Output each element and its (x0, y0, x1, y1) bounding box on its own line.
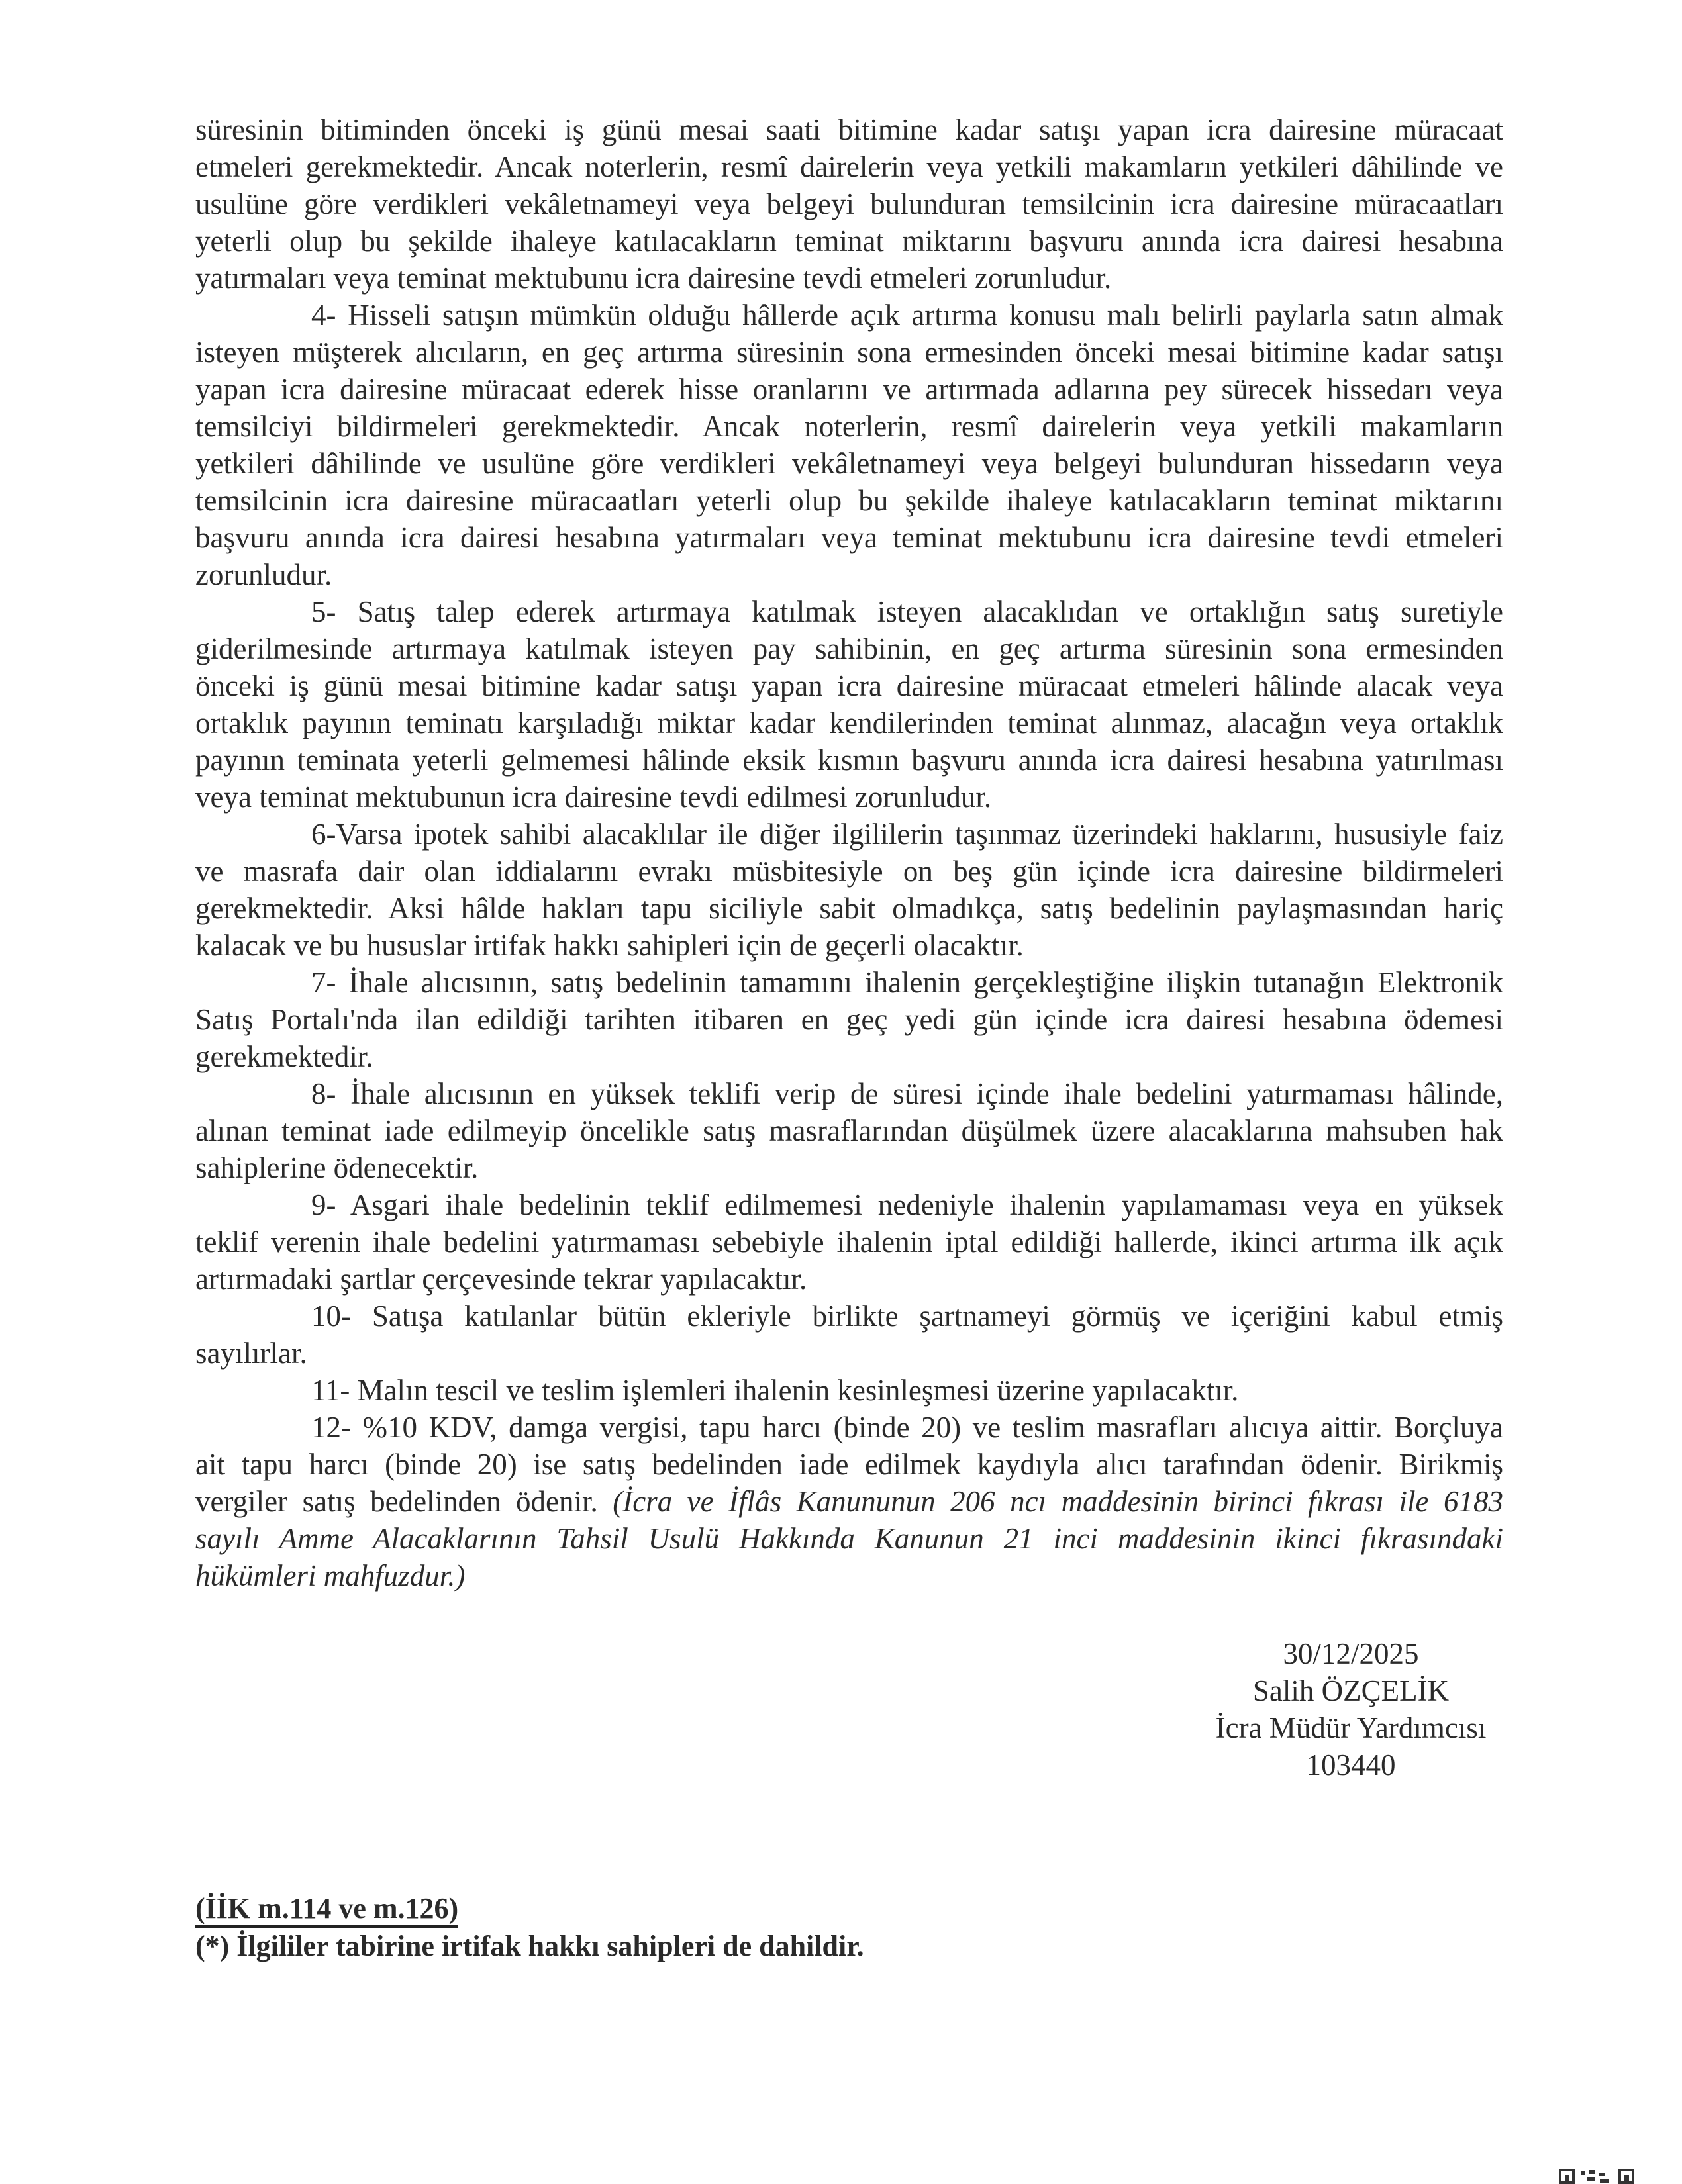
text-line: teklif verenin ihale bedelini yatırmaması sebebiyle ihalenin iptal edildiği hallerde, ikinci artırma ilk açık (195, 1225, 1503, 1258)
paragraph-4 (195, 297, 1503, 593)
law-reference: (İİK m.114 ve m.126) (195, 1892, 458, 1928)
text-line: veya teminat mektubunun icra dairesine tevdi edilmesi zorunludur. (195, 781, 992, 814)
text-line: gerekmektedir. Aksi hâlde hakları tapu siciliyle sabit olmadıkça, satış bedelinin paylaşmasından hariç (195, 892, 1503, 925)
text-line: gerekmektedir. (195, 1040, 373, 1073)
signatory-title: İcra Müdür Yardımcısı (1215, 1711, 1487, 1744)
text-line: temsilciyi bildirmeleri gerekmektedir. Ancak noterlerin, resmî dairelerin veya yetkili makamların (195, 410, 1503, 443)
legal-citation-italic: (İcra ve İflâs Kanununun 206 ncı maddesinin birinci fıkrası ile 6183 (613, 1485, 1504, 1518)
text-line: başvuru anında icra dairesi hesabına yatırmaları veya teminat mektubunu icra dairesine tevdi etmeleri (195, 521, 1503, 554)
text-line: önceki iş günü mesai bitimine kadar satışı yapan icra dairesine müracaat etmeleri hâlinde alacak veya (195, 669, 1503, 702)
footnote-note: (*) İlgililer tabirine irtifak hakkı sahipleri de dahildir. (195, 1930, 864, 1962)
paragraph-6 (195, 816, 1503, 964)
paragraph-8 (195, 1075, 1503, 1186)
legal-citation-italic: sayılı Amme Alacaklarının Tahsil Usulü Hakkında Kanunun 21 inci maddesinin ikinci fıkrasındaki (195, 1522, 1503, 1555)
paragraph-5 (195, 593, 1503, 816)
text-line: giderilmesinde artırmaya katılmak isteyen pay sahibinin, en geç artırma süresinin sona ermesinden (195, 632, 1503, 665)
text-line: sahiplerine ödenecektir. (195, 1151, 479, 1184)
text-line: ait tapu harcı (binde 20) ise satış bedelinden iade edilmek kaydıyla alıcı tarafından ödenir. Birikmiş (195, 1448, 1503, 1481)
legal-citation-italic: hükümleri mahfuzdur.) (195, 1559, 466, 1592)
paragraph-12 (195, 1409, 1503, 1594)
paragraph-3-continued (195, 111, 1503, 297)
text-line: artırmadaki şartlar çerçevesinde tekrar yapılacaktır. (195, 1262, 807, 1296)
qr-finder-pattern (1618, 2169, 1634, 2184)
text-line: 10- Satışa katılanlar bütün ekleriyle birlikte şartnameyi görmüş ve içeriğini kabul etmiş (311, 1300, 1503, 1333)
qr-modules (1580, 2169, 1613, 2184)
text-line: 7- İhale alıcısının, satış bedelinin tamamını ihalenin gerçekleştiğine ilişkin tutanağın Elektronik (311, 966, 1503, 999)
text-line: alınan teminat iade edilmeyip öncelikle satış masraflarından düşülmek üzere alacaklarına mahsuben hak (195, 1114, 1503, 1147)
paragraph-11 (195, 1372, 1503, 1409)
text-line: yetkileri dâhilinde ve usulüne göre verdikleri vekâletnameyi veya belgeyi bulunduran hissedarın veya (195, 447, 1503, 480)
document-body (195, 111, 1503, 1594)
text-line: 11- Malın tescil ve teslim işlemleri ihalenin kesinleşmesi üzerine yapılacaktır. (311, 1374, 1239, 1407)
text-line: etmeleri gerekmektedir. Ancak noterlerin, resmî dairelerin veya yetkili makamların yetkileri dâhilinde ve (195, 150, 1503, 183)
text-line: 4- Hisseli satışın mümkün olduğu hâllerde açık artırma konusu malı belirli paylarla satın almak (311, 299, 1503, 332)
text-line: kalacak ve bu hususlar irtifak hakkı sahipleri için de geçerli olacaktır. (195, 929, 1024, 962)
text-normal: vergiler satış bedelinden ödenir. (195, 1485, 613, 1518)
paragraph-10 (195, 1298, 1503, 1372)
text-line: 8- İhale alıcısının en yüksek teklifi verip de süresi içinde ihale bedelini yatırmaması hâlinde, (311, 1077, 1503, 1110)
signature-block (1179, 1635, 1523, 1783)
text-line: 9- Asgari ihale bedelinin teklif edilmemesi nedeniyle ihalenin yapılamaması veya en yüksek (311, 1188, 1503, 1221)
text-line: sayılırlar. (195, 1337, 307, 1370)
text-line: temsilcinin icra dairesine müracaatları yeterli olup bu şekilde ihaleye katılacakların teminat miktarını (195, 484, 1503, 517)
text-line: payının teminata yeterli gelmemesi hâlinde eksik kısmın başvuru anında icra dairesi hesabına yatırılması (195, 743, 1503, 777)
text-line-mixed (195, 1483, 1503, 1520)
text-line: 12- %10 KDV, damga vergisi, tapu harcı (binde 20) ve teslim masrafları alıcıya aittir. Borçluya (311, 1411, 1503, 1444)
text-line: usulüne göre verdikleri vekâletnameyi veya belgeyi bulunduran temsilcinin icra dairesine müracaatları (195, 187, 1503, 220)
qr-finder-pattern (1559, 2169, 1575, 2184)
text-line: zorunludur. (195, 558, 332, 591)
text-line: yatırmaları veya teminat mektubunu icra dairesine tevdi etmeleri zorunludur. (195, 261, 1112, 295)
text-line: Satış Portalı'nda ilan edildiği tarihten itibaren en geç yedi gün içinde icra dairesi hesabına ödemesi (195, 1003, 1503, 1036)
footnotes (195, 1890, 864, 1965)
text-line: süresinin bitiminden önceki iş günü mesai saati bitimine kadar satışı yapan icra dairesine müracaat (195, 113, 1503, 146)
text-line: 6-Varsa ipotek sahibi alacaklılar ile diğer ilgililerin taşınmaz üzerindeki haklarını, hususiyle faiz (311, 818, 1503, 851)
text-line: yapan icra dairesine müracaat ederek hisse oranlarını ve artırmada adlarına pey sürecek hissedarı veya (195, 373, 1503, 406)
paragraph-7 (195, 964, 1503, 1075)
text-line: ortaklık payının teminatı karşıladığı miktar kadar kendilerinden teminat alınmaz, alacağın veya ortaklık (195, 706, 1503, 739)
paragraph-9 (195, 1186, 1503, 1298)
text-line: 5- Satış talep ederek artırmaya katılmak isteyen alacaklıdan ve ortaklığın satış suretiyle (311, 595, 1503, 628)
text-line: yeterli olup bu şekilde ihaleye katılacakların teminat miktarını başvuru anında icra dairesi hesabına (195, 224, 1503, 258)
signatory-registry-number: 103440 (1306, 1748, 1396, 1781)
text-line: isteyen müşterek alıcıların, en geç artırma süresinin sona ermesinden önceki mesai bitimine kadar satışı (195, 336, 1503, 369)
signatory-name: Salih ÖZÇELİK (1252, 1674, 1450, 1707)
qr-code-icon (1559, 2169, 1645, 2184)
text-line: ve masrafa dair olan iddialarını evrakı müsbitesiyle on beş gün içinde icra dairesine bildirmeleri (195, 855, 1503, 888)
signature-date: 30/12/2025 (1283, 1637, 1419, 1670)
